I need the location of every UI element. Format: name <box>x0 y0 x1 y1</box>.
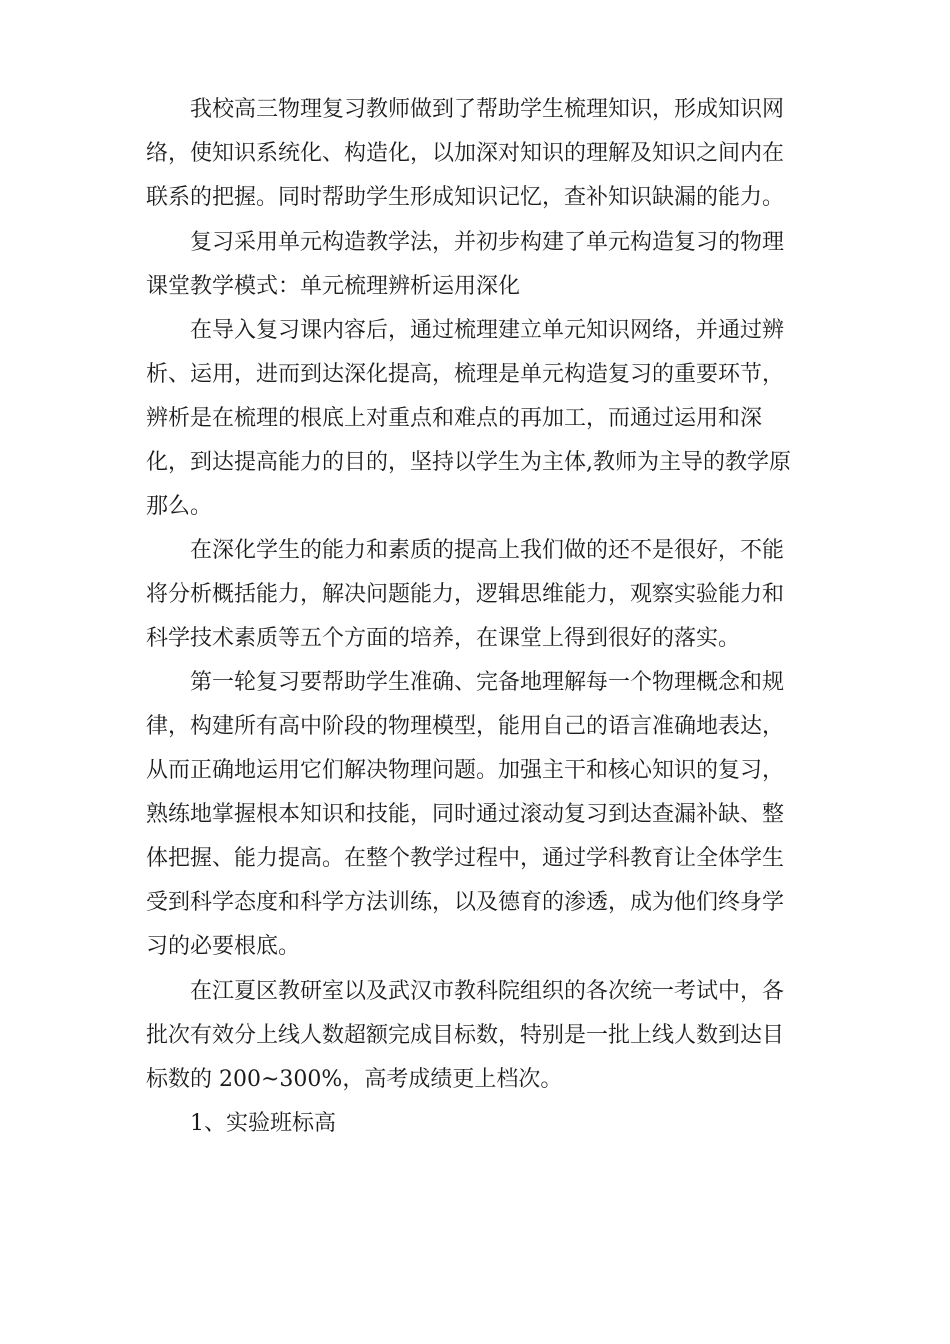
paragraph-6-line-1: 在江夏区教研室以及武汉市教科院组织的各次统一考试中，各 <box>190 979 785 1004</box>
paragraph-4-line-1: 在深化学生的能力和素质的提高上我们做的还不是很好，不能 <box>190 538 785 563</box>
paragraph-3-line-4: 化，到达提高能力的目的，坚持以学生为主体,教师为主导的教学原 <box>146 450 791 475</box>
paragraph-2-line-2: 课堂教学模式：单元梳理辨析运用深化 <box>146 274 521 299</box>
paragraph-5-line-3: 从而正确地运用它们解决物理问题。加强主干和核心知识的复习， <box>146 758 785 783</box>
paragraph-1-line-2: 络，使知识系统化、构造化，以加深对知识的理解及知识之间内在 <box>146 141 785 166</box>
paragraph-2-line-1: 复习采用单元构造教学法，并初步构建了单元构造复习的物理 <box>190 230 785 255</box>
paragraph-1-line-3: 联系的把握。同时帮助学生形成知识记忆，查补知识缺漏的能力。 <box>146 185 785 210</box>
paragraph-5-line-5: 体把握、能力提高。在整个教学过程中，通过学科教育让全体学生 <box>146 846 785 871</box>
paragraph-5-line-2: 律，构建所有高中阶段的物理模型，能用自己的语言准确地表达， <box>146 714 785 739</box>
paragraph-1-line-1: 我校高三物理复习教师做到了帮助学生梳理知识，形成知识网 <box>190 97 785 122</box>
paragraph-5-line-7: 习的必要根底。 <box>146 934 301 959</box>
paragraph-3-line-2: 析、运用，进而到达深化提高，梳理是单元构造复习的重要环节， <box>146 362 785 387</box>
paragraph-6-line-2: 批次有效分上线人数超额完成目标数，特别是一批上线人数到达目 <box>146 1023 785 1048</box>
paragraph-5-line-4: 熟练地掌握根本知识和技能，同时通过滚动复习到达查漏补缺、整 <box>146 802 785 827</box>
paragraph-4-line-3: 科学技术素质等五个方面的培养，在课堂上得到很好的落实。 <box>146 626 741 651</box>
paragraph-5-line-1: 第一轮复习要帮助学生准确、完备地理解每一个物理概念和规 <box>190 670 785 695</box>
paragraph-5-line-6: 受到科学态度和科学方法训练，以及德育的渗透，成为他们终身学 <box>146 890 785 915</box>
paragraph-4-line-2: 将分析概括能力，解决问题能力，逻辑思维能力，观察实验能力和 <box>146 582 785 607</box>
paragraph-7-line-1: 1、实验班标高 <box>190 1111 336 1136</box>
paragraph-3-line-5: 那么。 <box>146 494 213 519</box>
paragraph-6-line-3: 标数的 200~300%，高考成绩更上档次。 <box>146 1067 563 1092</box>
paragraph-3-line-3: 辨析是在梳理的根底上对重点和难点的再加工，而通过运用和深 <box>146 406 763 431</box>
paragraph-3-line-1: 在导入复习课内容后，通过梳理建立单元知识网络，并通过辨 <box>190 318 785 343</box>
